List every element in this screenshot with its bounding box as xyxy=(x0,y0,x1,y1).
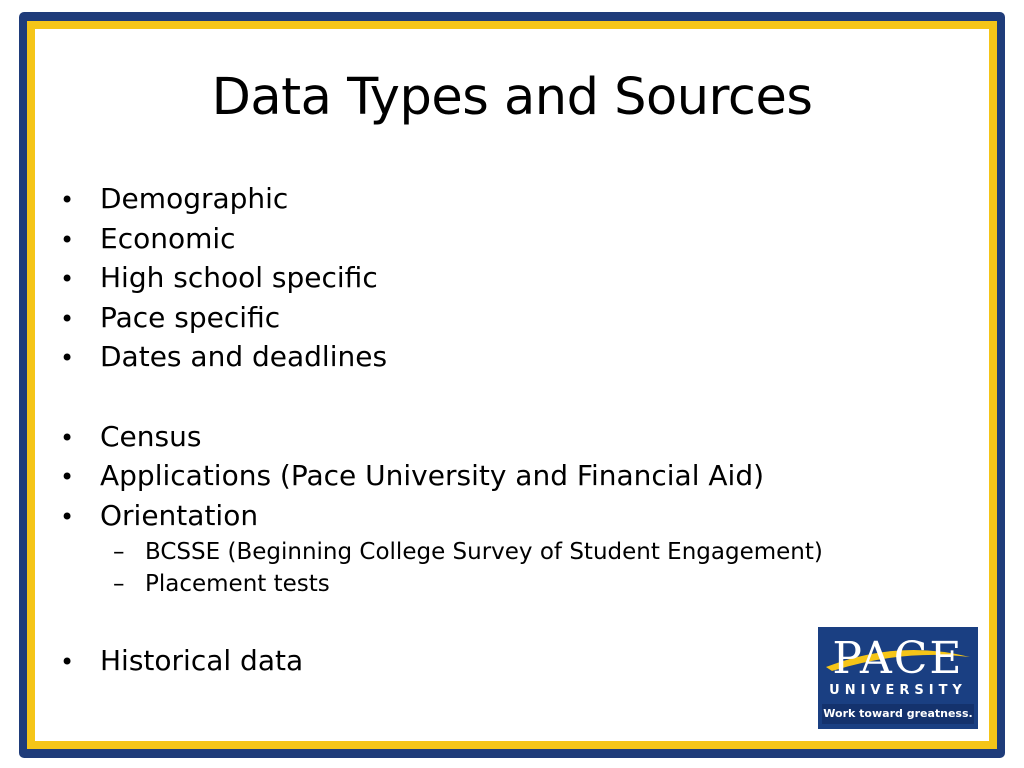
bullet-item xyxy=(60,460,764,493)
logo-tagline: Work toward greatness. xyxy=(822,704,974,724)
bullet-text: Economic xyxy=(100,222,236,255)
bullet-item xyxy=(60,183,288,216)
bullet-item xyxy=(60,500,258,533)
bullet-text: Historical data xyxy=(100,644,304,677)
bullet-text: Dates and deadlines xyxy=(100,340,388,373)
bullet-text: Pace specific xyxy=(100,301,281,334)
logo-subtitle: UNIVERSITY xyxy=(829,683,967,698)
slide-title: Data Types and Sources xyxy=(211,68,813,127)
bullet-marker: • xyxy=(60,305,75,333)
bullet-item xyxy=(60,645,303,678)
bullet-text: Census xyxy=(100,420,202,453)
sub-bullet-text: BCSSE (Beginning College Survey of Student Engagement) xyxy=(145,539,823,565)
bullet-text: Applications (Pace University and Financial Aid) xyxy=(100,459,765,492)
bullet-text: Orientation xyxy=(100,499,259,532)
dash-marker: – xyxy=(113,571,125,597)
bullet-marker: • xyxy=(60,186,75,214)
bullet-item xyxy=(60,302,280,335)
bullet-marker: • xyxy=(60,424,75,452)
bullet-marker: • xyxy=(60,463,75,491)
bullet-marker: • xyxy=(60,648,75,676)
bullet-text: High school specific xyxy=(100,261,378,294)
bullet-marker: • xyxy=(60,226,75,254)
pace-university-logo xyxy=(818,627,978,729)
bullet-item xyxy=(60,223,236,256)
logo-wordmark: PACE xyxy=(832,633,964,684)
sub-bullet-text: Placement tests xyxy=(145,571,330,597)
sub-bullet-item xyxy=(113,538,823,566)
dash-marker: – xyxy=(113,539,125,565)
bullet-marker: • xyxy=(60,503,75,531)
bullet-marker: • xyxy=(60,344,75,372)
bullet-item xyxy=(60,341,387,374)
bullet-item xyxy=(60,262,378,295)
bullet-text: Demographic xyxy=(100,182,289,215)
sub-bullet-item xyxy=(113,570,330,598)
bullet-marker: • xyxy=(60,265,75,293)
bullet-item xyxy=(60,421,201,454)
